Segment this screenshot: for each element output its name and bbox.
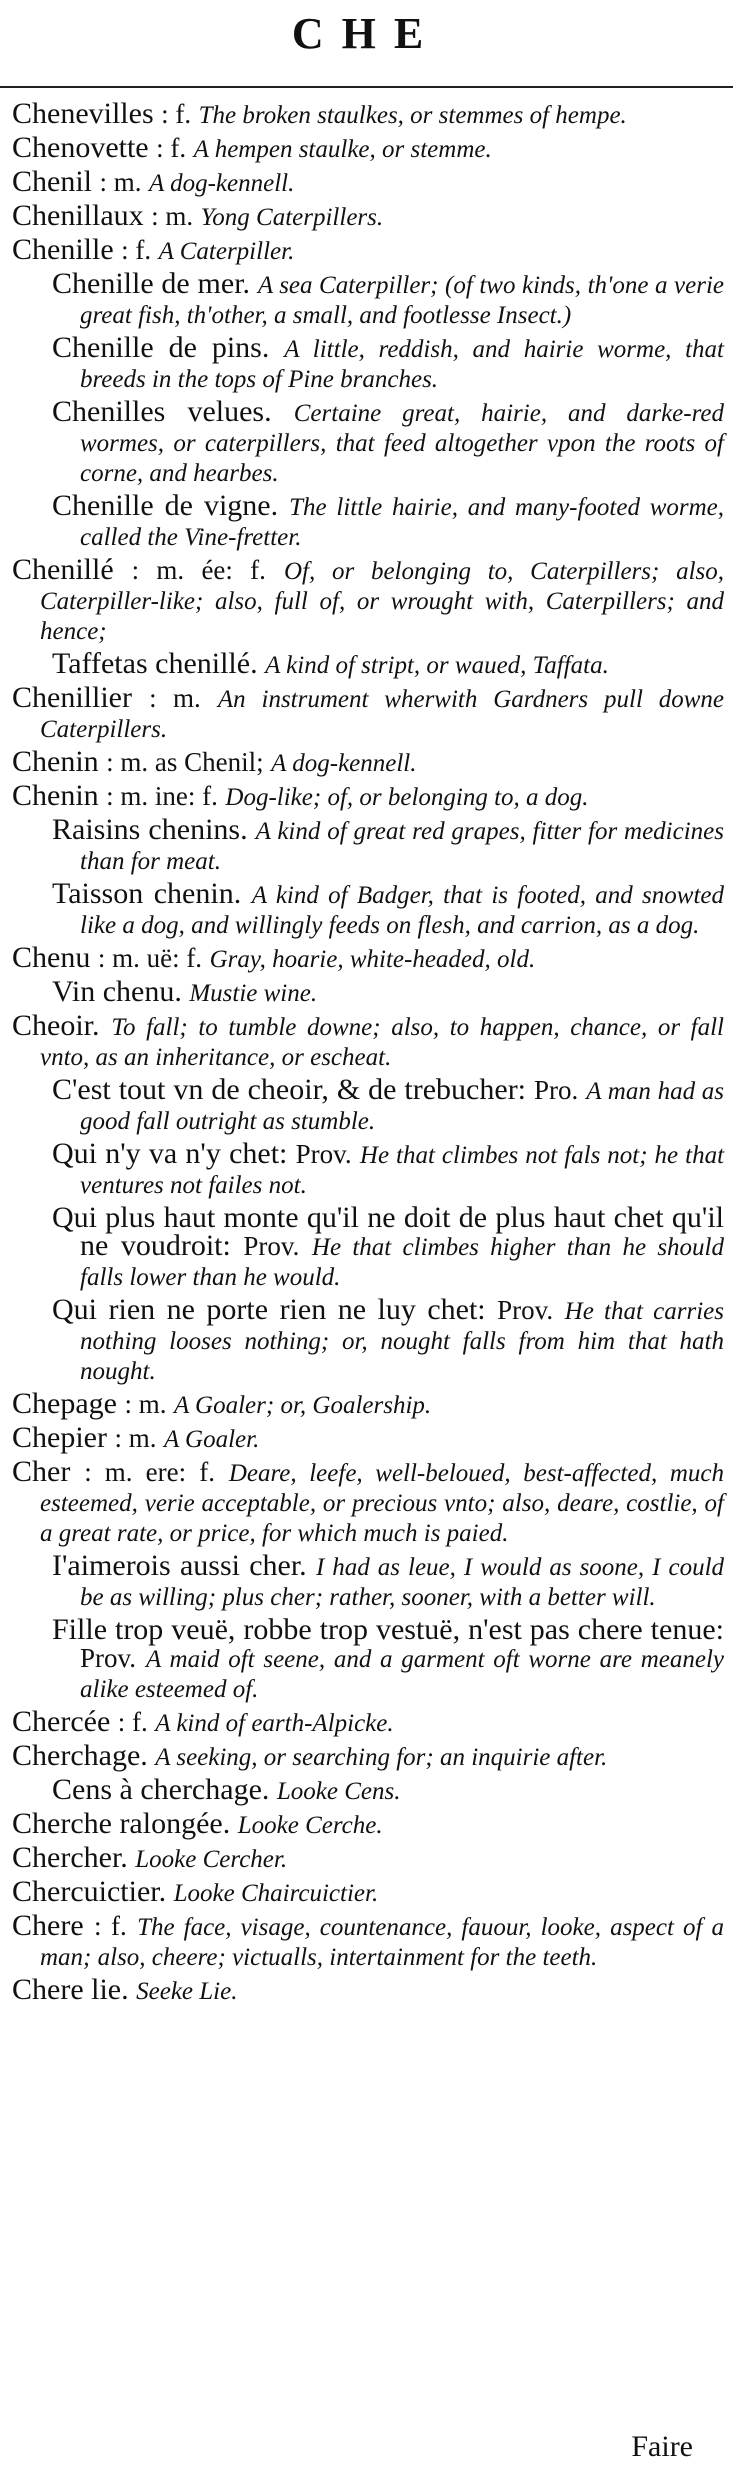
dictionary-entry <box>12 1455 724 1548</box>
entry-grammar: : m. <box>124 1389 167 1419</box>
entry-grammar: : m. uë: f. <box>97 943 203 973</box>
entry-headword: Chercher. <box>12 1841 128 1874</box>
entry-headword: Cherche ralongée. <box>12 1807 231 1840</box>
sub-entry <box>52 877 724 940</box>
entry-definition: To fall; to tumble downe; also, to happen, chance, or fall vnto, as an inheritance, or escheat. <box>40 1014 725 1071</box>
entry-definition: A seeking, or searching for; an inquirie after. <box>155 1744 608 1771</box>
entry-headword: Chenin <box>12 745 99 778</box>
entry-headword: Chenin <box>12 779 99 812</box>
sub-entry <box>52 331 724 394</box>
entry-grammar: : m. as Chenil; <box>106 747 264 777</box>
dictionary-entry <box>12 131 724 164</box>
sub-entry <box>52 1201 724 1292</box>
sub-entry <box>52 975 724 1008</box>
header-rule <box>0 86 733 88</box>
dictionary-entry <box>12 681 725 744</box>
dictionary-entry <box>12 1705 724 1738</box>
entry-definition: Yong Caterpillers. <box>200 204 384 231</box>
entry-definition: A little, reddish, and hairie worme, that breeds in the tops of Pine branches. <box>80 336 724 393</box>
entry-definition: Gray, hoarie, white-headed, old. <box>209 946 536 973</box>
dictionary-entry <box>12 233 724 266</box>
entry-grammar: : m. <box>151 201 194 231</box>
entry-headword: Chenilles velues. <box>52 395 272 428</box>
entry-definition: A Goaler. <box>163 1426 260 1453</box>
dictionary-entry <box>12 941 724 974</box>
entry-definition: Looke Cercher. <box>135 1846 288 1873</box>
entry-headword: Raisins chenins. <box>52 813 248 846</box>
entry-definition: Looke Cerche. <box>237 1812 383 1839</box>
entry-grammar: : m. ere: f. <box>84 1457 215 1487</box>
sub-entry <box>52 647 724 680</box>
entry-headword: Qui n'y va n'y chet: <box>52 1137 288 1170</box>
dictionary-entry <box>12 779 724 812</box>
entry-headword: Fille trop veuë, robbe trop vestuë, n'est pas chere tenue: <box>52 1613 724 1646</box>
entry-headword: Cheoir. <box>12 1009 100 1042</box>
entry-headword: Chepier <box>12 1421 107 1454</box>
entry-definition: I had as leue, I would as soone, I could be as willing; plus cher; rather, sooner, with a better will. <box>80 1554 725 1611</box>
dictionary-entry <box>12 1973 724 2006</box>
entry-definition: Seeke Lie. <box>136 1978 238 2005</box>
entry-definition: A man had as good fall outright as stumble. <box>80 1078 725 1135</box>
entry-definition: Of, or belonging to, Caterpillers; also, Caterpiller-like; also, full of, or wrought with, Caterpillers; and hence; <box>40 558 725 645</box>
entry-headword: Chenovette <box>12 131 149 164</box>
sub-entry <box>52 1613 724 1704</box>
entry-headword: Chenille <box>12 233 114 266</box>
entry-grammar: Prov. <box>243 1231 300 1261</box>
entry-definition: He that climbes not fals not; he that ventures not failes not. <box>80 1142 725 1199</box>
entry-definition: The broken staulkes, or stemmes of hempe. <box>198 102 627 129</box>
entry-grammar: : m. ée: f. <box>131 555 266 585</box>
entry-grammar: Prov. <box>497 1295 554 1325</box>
dictionary-entry <box>12 1009 725 1072</box>
entry-definition: A kind of stript, or waued, Taffata. <box>265 652 609 679</box>
entry-grammar: : f. <box>117 1707 148 1737</box>
entry-headword: Qui plus haut monte qu'il ne doit de plus haut chet qu'il ne voudroit: <box>52 1201 724 1262</box>
entry-grammar: Prov. <box>80 1643 137 1673</box>
entry-definition: Looke Cens. <box>276 1778 401 1805</box>
entry-headword: Chere lie. <box>12 1973 129 2006</box>
entry-definition: The little hairie, and many-footed worme, called the Vine-fretter. <box>80 494 725 551</box>
entry-grammar: : m. ine: f. <box>106 781 218 811</box>
entry-headword: Taffetas chenillé. <box>52 647 258 680</box>
entry-grammar: : f. <box>161 99 192 129</box>
dictionary-entry <box>12 165 724 198</box>
dictionary-entry <box>12 1841 724 1874</box>
entry-grammar: : f. <box>121 235 152 265</box>
sub-entry <box>52 1073 725 1136</box>
entry-definition: Deare, leefe, well-beloued, best-affected, much esteemed, verie acceptable, or precious vnto; also, deare, costlie, of a great rate, or price, for which much is paied. <box>40 1460 724 1547</box>
entry-headword: I'aimerois aussi cher. <box>52 1549 307 1582</box>
entry-definition: A kind of Badger, that is footed, and snowted like a dog, and willingly feeds on flesh, and carrion, as a dog. <box>80 882 724 939</box>
entry-headword: Qui rien ne porte rien ne luy chet: <box>52 1293 486 1326</box>
dictionary-entry <box>12 745 724 778</box>
entry-headword: Taisson chenin. <box>52 877 242 910</box>
entry-definition: A sea Caterpiller; (of two kinds, th'one a verie great fish, th'other, a small, and footlesse Insect.) <box>80 272 725 329</box>
dictionary-entry <box>12 97 724 130</box>
entry-definition: A maid oft seene, and a garment oft worne are meanely alike esteemed of. <box>80 1646 724 1703</box>
entry-headword: Chenille de mer. <box>52 267 251 300</box>
dictionary-entry <box>12 199 724 232</box>
entry-grammar: : f. <box>93 1911 127 1941</box>
entry-headword: Chenillaux <box>12 199 144 232</box>
entry-headword: Chercée <box>12 1705 111 1738</box>
sub-entry <box>52 1293 725 1386</box>
entry-grammar: : f. <box>156 133 187 163</box>
dictionary-entry <box>12 1875 724 1908</box>
sub-entry <box>52 489 725 552</box>
entry-definition: A hempen staulke, or stemme. <box>193 136 492 163</box>
dictionary-entry <box>12 1387 724 1420</box>
entry-headword: Chenillier <box>12 681 132 714</box>
sub-entry <box>52 267 725 330</box>
entry-definition: A Goaler; or, Goalership. <box>173 1392 432 1419</box>
entry-definition: A dog-kennell. <box>271 750 417 777</box>
entry-definition: He that carries nothing looses nothing; or, nought falls from him that hath nought. <box>80 1298 725 1385</box>
entry-definition: An instrument wherwith Gardners pull downe Caterpillers. <box>40 686 725 743</box>
entry-definition: Mustie wine. <box>189 980 318 1007</box>
entry-headword: Chenil <box>12 165 92 198</box>
entry-definition: Dog-like; of, or belonging to, a dog. <box>225 784 589 811</box>
sub-entry <box>52 1137 725 1200</box>
entry-definition: Certaine great, hairie, and darke-red wormes, or caterpillers, that feed altogether vpon the roots of corne, and hearbes. <box>80 400 724 487</box>
entry-headword: Chepage <box>12 1387 117 1420</box>
entry-headword: Chenille de vigne. <box>52 489 279 522</box>
entry-headword: Chenu <box>12 941 91 974</box>
entry-definition: A kind of earth-Alpicke. <box>155 1710 394 1737</box>
entry-definition: The face, visage, countenance, fauour, looke, aspect of a man; also, cheere; victualls, intertainment for the teeth. <box>40 1914 724 1971</box>
entry-grammar: : m. <box>149 683 201 713</box>
catchword: Faire <box>631 2430 693 2463</box>
page-header: CHE <box>291 9 442 58</box>
entry-headword: Cher <box>12 1455 71 1488</box>
dictionary-entry <box>12 1421 724 1454</box>
entry-grammar: : m. <box>99 167 142 197</box>
entry-list <box>12 97 725 2010</box>
dictionary-entry <box>12 553 725 646</box>
sub-entry <box>52 813 724 876</box>
entry-definition: He that climbes higher than he should falls lower than he would. <box>80 1234 724 1291</box>
dictionary-entry <box>12 1807 724 1840</box>
entry-headword: Chere <box>12 1909 84 1942</box>
entry-definition: A dog-kennell. <box>149 170 295 197</box>
entry-definition: Looke Chaircuictier. <box>173 1880 379 1907</box>
sub-entry <box>52 395 724 488</box>
entry-headword: C'est tout vn de cheoir, & de trebucher: <box>52 1073 527 1106</box>
sub-entry <box>52 1549 725 1612</box>
entry-headword: Cherchage. <box>12 1739 148 1772</box>
entry-headword: Chenillé <box>12 553 114 586</box>
entry-grammar: : m. <box>114 1423 157 1453</box>
entry-definition: A kind of great red grapes, fitter for medicines than for meat. <box>80 818 724 875</box>
dictionary-entry <box>12 1739 724 1772</box>
entry-grammar: Prov. <box>295 1139 352 1169</box>
entry-headword: Cens à cherchage. <box>52 1773 270 1806</box>
sub-entry <box>52 1773 724 1806</box>
dictionary-entry <box>12 1909 724 1972</box>
entry-grammar: Pro. <box>534 1075 579 1105</box>
entry-definition: A Caterpiller. <box>158 238 295 265</box>
entry-headword: Vin chenu. <box>52 975 182 1008</box>
entry-headword: Chercuictier. <box>12 1875 167 1908</box>
entry-headword: Chenevilles <box>12 97 154 130</box>
entry-headword: Chenille de pins. <box>52 331 270 364</box>
